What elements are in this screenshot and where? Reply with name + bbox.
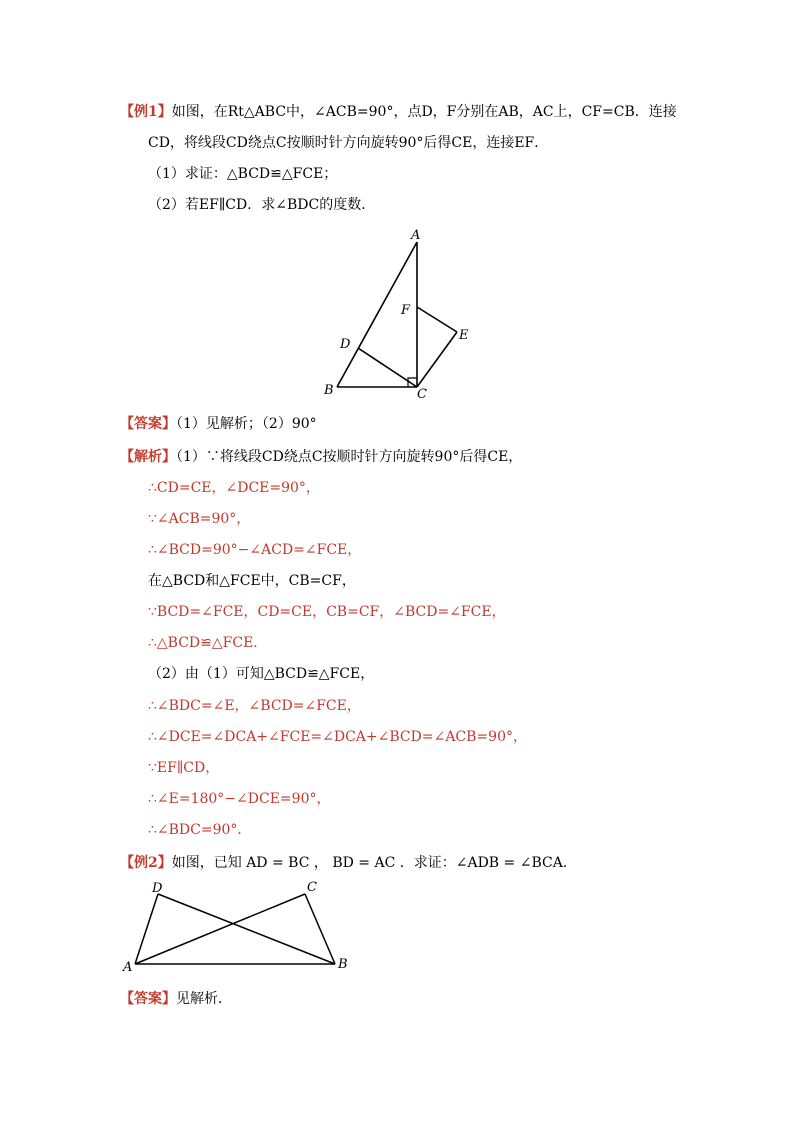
example2-answer xyxy=(120,989,232,1009)
analysis-step: ∴∠BCD=90°−∠ACD=∠FCE， xyxy=(148,542,362,558)
analysis-step: ∴CD=CE，∠DCE=90°， xyxy=(148,480,320,496)
example1-answer xyxy=(120,414,317,434)
segment-EC xyxy=(417,332,457,387)
label-B: B xyxy=(324,383,334,398)
analysis-step: ∴∠E=180°−∠DCE=90°， xyxy=(148,791,331,807)
label-B: B xyxy=(338,957,348,972)
analysis-step: ∵BCD=∠FCE，CD=CE，CB=CF，∠BCD=∠FCE， xyxy=(148,604,506,620)
segment-FE xyxy=(417,307,457,332)
example1-part2: （2）若EF∥CD．求∠BDC的度数． xyxy=(148,197,376,213)
label-A: A xyxy=(411,228,421,243)
label-C: C xyxy=(307,880,317,895)
example1-part1: （1）求证：△BCD≌△FCE； xyxy=(148,166,338,182)
example2-question xyxy=(120,853,577,873)
answer-tag: 【答案】 xyxy=(120,991,176,1007)
label-D: D xyxy=(340,337,351,352)
answer-text: （1）见解析；（2）90° xyxy=(176,416,317,432)
analysis-step: ∴∠DCE=∠DCA+∠FCE=∠DCA+∠BCD=∠ACB=90°， xyxy=(148,729,527,745)
label-C: C xyxy=(417,387,427,402)
answer-tag: 【答案】 xyxy=(120,416,176,432)
segment-AD xyxy=(135,894,158,964)
label-D: D xyxy=(152,881,163,896)
analysis-step: ∴△BCD≌△FCE． xyxy=(148,635,268,651)
analysis-step: ∴∠BDC=90°． xyxy=(148,822,252,838)
example2-tag: 【例2】 xyxy=(120,855,172,871)
analysis-step: ∴∠BDC=∠E，∠BCD=∠FCE， xyxy=(148,698,361,714)
segment-AC xyxy=(135,894,305,964)
analysis-step: ∵EF∥CD， xyxy=(148,760,220,776)
analysis-step: ∵∠ACB=90°， xyxy=(148,511,251,527)
label-E: E xyxy=(459,328,469,343)
analysis-tag: 【解析】 xyxy=(120,449,176,465)
example2-question-text: 如图，已知 AD = BC ， BD = AC ．求证：∠ADB = ∠BCA． xyxy=(171,855,577,871)
example2-figure xyxy=(120,878,360,978)
label-A: A xyxy=(123,960,133,975)
example1-question-text: 如图，在Rt△ABC中，∠ACB=90°，点D，F分别在AB，AC上，CF=CB．连接 xyxy=(171,104,677,120)
example1-figure xyxy=(310,222,480,404)
analysis-first-line xyxy=(120,447,522,467)
example1-question-line1 xyxy=(120,102,677,122)
analysis-step: （1）∵将线段CD绕点C按顺时针方向旋转90°后得CE， xyxy=(176,449,523,465)
label-F: F xyxy=(401,303,411,318)
example1-tag: 【例1】 xyxy=(120,104,172,120)
example1-question-line2: CD，将线段CD绕点C按顺时针方向旋转90°后得CE，连接EF． xyxy=(148,135,549,151)
segment-BD xyxy=(158,894,335,964)
analysis-step: （2）由（1）可知△BCD≌△FCE， xyxy=(148,666,375,682)
answer-text: 见解析． xyxy=(176,991,232,1007)
analysis-step: 在△BCD和△FCE中，CB=CF， xyxy=(148,573,356,589)
